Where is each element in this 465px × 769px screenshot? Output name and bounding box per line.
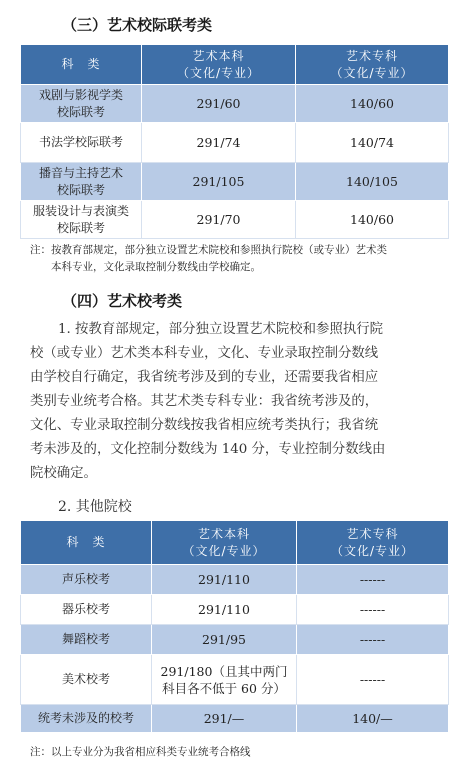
other-schools-subtitle: 2. 其他院校 xyxy=(58,499,132,515)
header-junior-college-l1: 艺术专科 xyxy=(346,526,399,541)
header-undergraduate-l1: 艺术本科 xyxy=(192,48,245,63)
header-undergraduate-l1: 艺术本科 xyxy=(197,526,250,541)
table-header-row xyxy=(21,45,449,85)
paragraph-line: 文化、专业录取控制分数线按我省相应统考类执行；我省统 xyxy=(30,418,379,433)
row-name xyxy=(21,201,142,239)
header-undergraduate-l2: （文化/专业） xyxy=(176,65,261,80)
header-undergraduate-l2: （文化/专业） xyxy=(182,543,266,558)
table-row xyxy=(21,565,449,595)
table-joint-exam xyxy=(20,44,449,239)
row-undergraduate: 291/60 xyxy=(142,85,296,123)
paragraph-line: 由学校自行确定，我省统考涉及到的专业，还需要我省相应 xyxy=(30,370,379,385)
row-undergraduate: 291/110 xyxy=(152,595,297,625)
row-name xyxy=(21,163,142,201)
row-junior-college: ------ xyxy=(297,565,449,595)
table-row xyxy=(21,123,449,163)
table-row xyxy=(21,625,449,655)
row-junior-college: 140/105 xyxy=(296,163,449,201)
row-name-l1: 戏剧与影视学类 xyxy=(38,87,123,102)
row-name-l2: 校际联考 xyxy=(56,182,105,197)
row-junior-college: 140/60 xyxy=(296,201,449,239)
header-undergraduate xyxy=(152,521,297,565)
header-junior-college-l2: （文化/专业） xyxy=(330,543,415,558)
row-name: 书法学校际联考 xyxy=(21,123,142,163)
row-undergraduate: 291/110 xyxy=(152,565,297,595)
header-category: 科 类 xyxy=(21,45,142,85)
table-row xyxy=(21,85,449,123)
paragraph-line: 考未涉及的，文化控制分数线为 140 分，专业控制分数线由 xyxy=(30,442,386,457)
row-undergraduate xyxy=(152,655,297,705)
row-undergraduate: 291/— xyxy=(152,705,297,733)
section3-note xyxy=(30,242,450,276)
table-row xyxy=(21,201,449,239)
table-row xyxy=(21,705,449,733)
paragraph-line: 院校确定。 xyxy=(30,466,97,481)
row-undergraduate: 291/105 xyxy=(142,163,296,201)
table-school-exam xyxy=(20,520,449,733)
row-name: 声乐校考 xyxy=(21,565,152,595)
section4-title: （四）艺术校考类 xyxy=(62,292,183,310)
header-undergraduate xyxy=(142,45,296,85)
row-undergraduate: 291/74 xyxy=(142,123,296,163)
row-name: 舞蹈校考 xyxy=(21,625,152,655)
section3-note-l1: 注：按教育部规定，部分独立设置艺术院校和参照执行院校（或专业）艺术类 xyxy=(30,244,387,256)
paragraph-line: 校（或专业）艺术类本科专业，文化、专业录取控制分数线 xyxy=(30,346,379,361)
header-category: 科 类 xyxy=(21,521,152,565)
header-junior-college xyxy=(296,45,449,85)
row-undergraduate-l1: 291/180（且其中两门 xyxy=(160,663,288,679)
table-row xyxy=(21,595,449,625)
row-junior-college: 140/60 xyxy=(296,85,449,123)
row-junior-college: 140/— xyxy=(297,705,449,733)
table-header-row xyxy=(21,521,449,565)
row-name: 统考未涉及的校考 xyxy=(21,705,152,733)
paragraph-line: 类别专业统考合格。其艺术类专科专业：我省统考涉及的， xyxy=(30,394,379,409)
row-undergraduate-l2: 科目各不低于 60 分） xyxy=(162,680,286,696)
row-junior-college: 140/74 xyxy=(296,123,449,163)
table-row xyxy=(21,655,449,705)
paragraph-line: 1. 按教育部规定，部分独立设置艺术院校和参照执行院 xyxy=(58,322,384,337)
header-junior-college-l1: 艺术专科 xyxy=(345,48,398,63)
table-row xyxy=(21,163,449,201)
row-name: 美术校考 xyxy=(21,655,152,705)
row-undergraduate: 291/70 xyxy=(142,201,296,239)
row-name: 器乐校考 xyxy=(21,595,152,625)
row-junior-college: ------ xyxy=(297,595,449,625)
header-junior-college-l2: （文化/专业） xyxy=(330,65,414,80)
section4-paragraph xyxy=(30,318,450,486)
row-junior-college: ------ xyxy=(297,625,449,655)
row-name-l1: 服装设计与表演类 xyxy=(32,203,129,218)
section3-note-l2: 本科专业，文化录取控制分数线由学校确定。 xyxy=(51,261,261,273)
row-name xyxy=(21,85,142,123)
row-undergraduate: 291/95 xyxy=(152,625,297,655)
row-name-l2: 校际联考 xyxy=(56,220,105,235)
section3-title: （三）艺术校际联考类 xyxy=(62,16,213,34)
row-name-l2: 校际联考 xyxy=(56,104,105,119)
header-junior-college xyxy=(297,521,449,565)
row-junior-college: ------ xyxy=(297,655,449,705)
section4-note: 注：以上专业分为我省相应科类专业统考合格线 xyxy=(30,746,251,758)
row-name-l1: 播音与主持艺术 xyxy=(38,165,123,180)
